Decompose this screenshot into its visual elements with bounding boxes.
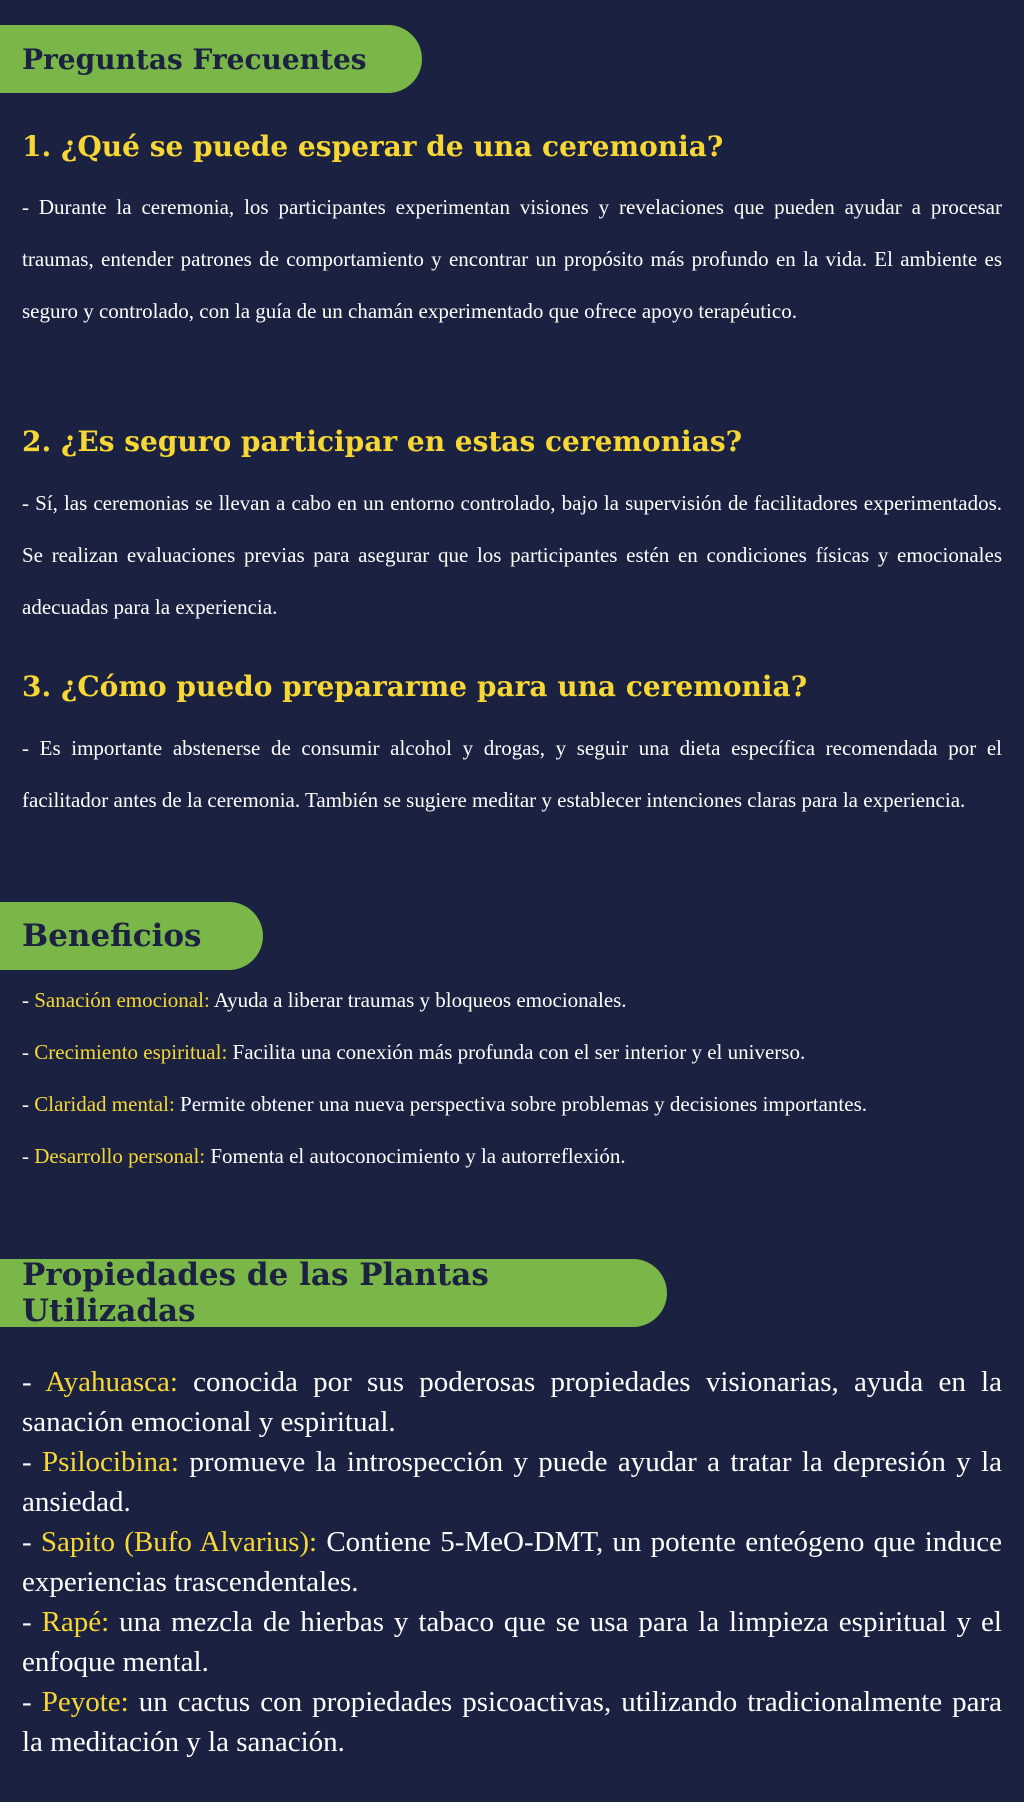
- plant-name: Sapito (Bufo Alvarius):: [40, 1526, 318, 1558]
- faq-section-header: [0, 25, 422, 93]
- list-item: [22, 1026, 1002, 1078]
- plant-description: una mezcla de hierbas y tabaco que se usa para la limpieza espiritual y el enfoque mental.: [22, 1606, 1002, 1678]
- plants-list: [22, 1362, 1002, 1762]
- faq-answer-3: - Es importante abstenerse de consumir alcohol y drogas, y seguir una dieta específica recomendada por el facilitador antes de la ceremonia. También se sugiere meditar y establecer intenciones claras para la experiencia.: [22, 736, 1002, 812]
- benefit-text: Ayuda a liberar traumas y bloqueos emocionales.: [209, 988, 627, 1012]
- bullet-dash: -: [22, 1446, 43, 1478]
- bullet-dash: -: [22, 1092, 35, 1116]
- list-item: [22, 1442, 1002, 1522]
- list-item: [22, 974, 1002, 1026]
- plant-description: Contiene 5-MeO-DMT, un potente enteógeno que induce experiencias trascendentales.: [22, 1526, 1002, 1598]
- benefits-heading: Beneficios: [22, 918, 202, 954]
- faq-heading: Preguntas Frecuentes: [22, 42, 367, 76]
- benefit-term: Desarrollo personal:: [34, 1144, 206, 1168]
- plant-description: conocida por sus poderosas propiedades visionarias, ayuda en la sanación emocional y espiritual.: [22, 1366, 1002, 1438]
- benefit-term: Claridad mental:: [34, 1092, 175, 1116]
- benefit-text: Fomenta el autoconocimiento y la autorreflexión.: [205, 1144, 626, 1168]
- list-item: [22, 1522, 1002, 1602]
- list-item: [22, 1130, 1002, 1182]
- plant-name: Peyote:: [41, 1686, 129, 1718]
- list-item: [22, 1078, 1002, 1130]
- plant-description: promueve la introspección y puede ayudar a tratar la depresión y la ansiedad.: [22, 1446, 1002, 1518]
- bullet-dash: -: [22, 1686, 42, 1718]
- faq-question-3: 3. ¿Cómo puedo prepararme para una ceremonia?: [22, 670, 808, 703]
- bullet-dash: -: [22, 1366, 46, 1398]
- faq-answer-1: - Durante la ceremonia, los participantes experimentan visiones y revelaciones que pueden ayudar a procesar traumas, entender patrones de comportamiento y encontrar un propósito más profundo en la vida. El ambiente es seguro y controlado, con la guía de un chamán experimentado que ofrece apoyo terapéutico.: [22, 195, 1002, 323]
- benefit-text: Permite obtener una nueva perspectiva sobre problemas y decisiones importantes.: [174, 1092, 867, 1116]
- bullet-dash: -: [22, 1526, 41, 1558]
- bullet-dash: -: [22, 1144, 35, 1168]
- plant-name: Rapé:: [41, 1606, 110, 1638]
- plant-name: Psilocibina:: [42, 1446, 179, 1478]
- plant-description: un cactus con propiedades psicoactivas, utilizando tradicionalmente para la meditación y la sanación.: [22, 1686, 1002, 1758]
- faq-question-1: 1. ¿Qué se puede esperar de una ceremonia?: [22, 130, 724, 163]
- plants-heading: Propiedades de las Plantas Utilizadas: [22, 1257, 489, 1329]
- plant-name: Ayahuasca:: [45, 1366, 178, 1398]
- benefit-term: Crecimiento espiritual:: [34, 1040, 228, 1064]
- list-item: [22, 1682, 1002, 1762]
- faq-answer-2: - Sí, las ceremonias se llevan a cabo en un entorno controlado, bajo la supervisión de facilitadores experimentados. Se realizan evaluaciones previas para asegurar que los participantes estén en condiciones físicas y emocionales adecuadas para la experiencia.: [22, 491, 1002, 619]
- bullet-dash: -: [22, 988, 35, 1012]
- bullet-dash: -: [22, 1606, 42, 1638]
- benefits-list: [22, 974, 1002, 1182]
- faq-question-2: 2. ¿Es seguro participar en estas ceremonias?: [22, 425, 743, 458]
- list-item: [22, 1362, 1002, 1442]
- bullet-dash: -: [22, 1040, 35, 1064]
- benefit-text: Facilita una conexión más profunda con el ser interior y el universo.: [227, 1040, 806, 1064]
- benefits-section-header: [0, 902, 263, 970]
- list-item: [22, 1602, 1002, 1682]
- benefit-term: Sanación emocional:: [34, 988, 210, 1012]
- plants-section-header: [0, 1259, 667, 1327]
